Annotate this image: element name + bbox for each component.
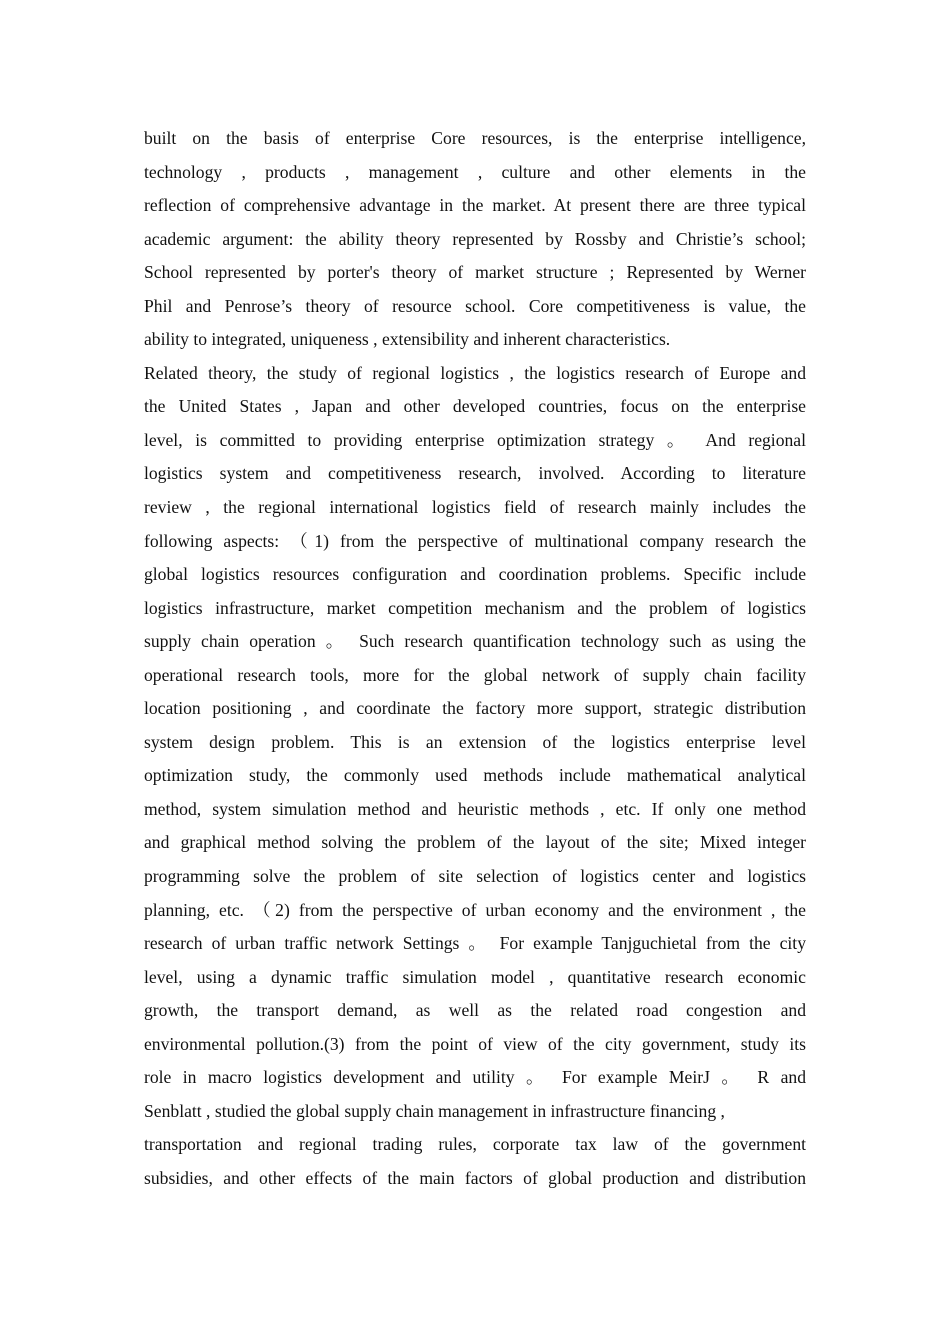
text-line: academic argument: the ability theory represented by Rossby and Christie’s school;: [144, 228, 806, 249]
text-line: role in macro logistics development and utility 。 For example MeirJ 。 R and: [144, 1067, 806, 1088]
text-line: ability to integrated, uniqueness , extensibility and inherent characteristics.: [144, 329, 671, 350]
text-line: level, is committed to providing enterprise optimization strategy 。 And regional: [144, 429, 806, 450]
text-line: optimization study, the commonly used methods include mathematical analytical: [144, 765, 806, 786]
text-line: reflection of comprehensive advantage in the market. At present there are three typical: [144, 195, 806, 216]
text-line: logistics system and competitiveness research, involved. According to literature: [144, 463, 806, 484]
text-line: Phil and Penrose’s theory of resource school. Core competitiveness is value, the: [144, 295, 806, 316]
text-line: method, system simulation method and heuristic methods , etc. If only one method: [144, 798, 806, 819]
text-line: research of urban traffic network Settings 。 For example Tanjguchietal from the city: [144, 933, 806, 954]
text-line: level, using a dynamic traffic simulation model , quantitative research economic: [144, 966, 806, 987]
paragraph-2: [144, 357, 806, 1196]
text-line: technology , products , management , culture and other elements in the: [144, 161, 806, 182]
text-line: subsidies, and other effects of the main factors of global production and distribution: [144, 1167, 806, 1188]
text-line: programming solve the problem of site selection of logistics center and logistics: [144, 866, 806, 887]
text-line: and graphical method solving the problem of the layout of the site; Mixed integer: [144, 832, 806, 853]
text-line: operational research tools, more for the global network of supply chain facility: [144, 664, 806, 685]
text-line: following aspects: （1) from the perspective of multinational company research the: [144, 530, 806, 551]
text-line: supply chain operation 。 Such research quantification technology such as using the: [144, 631, 806, 652]
text-line: transportation and regional trading rules, corporate tax law of the government: [144, 1134, 806, 1155]
text-line: logistics infrastructure, market competition mechanism and the problem of logistics: [144, 597, 806, 618]
text-line: School represented by porter's theory of market structure ; Represented by Werner: [144, 262, 806, 283]
text-line: location positioning , and coordinate the factory more support, strategic distribution: [144, 698, 806, 719]
paragraph-1: [144, 122, 806, 357]
body-text: [144, 122, 806, 1196]
text-line: built on the basis of enterprise Core resources, is the enterprise intelligence,: [144, 128, 806, 148]
text-line: growth, the transport demand, as well as the related road congestion and: [144, 1000, 806, 1021]
text-line: system design problem. This is an extension of the logistics enterprise level: [144, 731, 806, 752]
text-line: review , the regional international logistics field of research mainly includes the: [144, 497, 806, 518]
text-line: environmental pollution.(3) from the point of view of the city government, study its: [144, 1033, 806, 1054]
text-line: Senblatt , studied the global supply chain management in infrastructure financing ,: [144, 1100, 725, 1121]
text-line: Related theory, the study of regional logistics , the logistics research of Europe and: [144, 362, 806, 383]
text-line: the United States , Japan and other developed countries, focus on the enterprise: [144, 396, 806, 417]
text-line: planning, etc. （2) from the perspective of urban economy and the environment , the: [144, 899, 806, 920]
text-line: global logistics resources configuration and coordination problems. Specific include: [144, 564, 806, 585]
